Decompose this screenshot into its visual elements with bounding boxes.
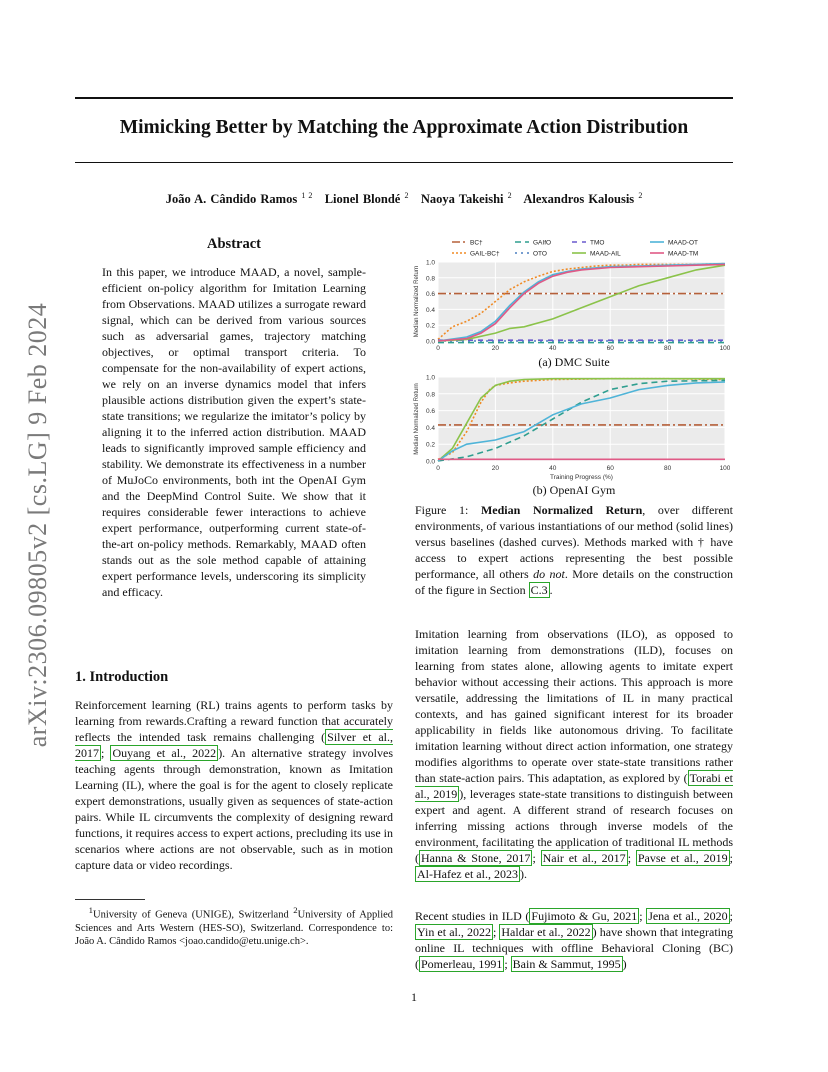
y-tick-label: 1.0 <box>425 259 435 267</box>
openai-gym-chart <box>410 370 730 482</box>
introduction-heading: 1. Introduction <box>75 669 169 685</box>
citation-link[interactable]: Jena et al., 2020 <box>648 909 728 923</box>
x-tick-label: 40 <box>549 345 557 352</box>
x-tick-label: 60 <box>606 345 614 352</box>
citation-link[interactable]: Torabi et al., 2019 <box>415 771 733 801</box>
subfigure-caption-b: (b) OpenAI Gym <box>532 483 616 497</box>
author-list: João A. Cândido Ramos $^{1 2}$ Lionel Blondé $^2$ Naoya Takeishi $^2$ Alexandros Kalousis $^2$ <box>165 191 643 207</box>
citation-link[interactable]: Ouyang et al., 2022 <box>112 746 217 760</box>
page-number: 1 <box>411 990 417 1004</box>
x-tick-label: 100 <box>719 465 730 472</box>
figure-caption: Figure 1: Median Normalized Return, over different environments, of various instantiations of our method (solid lines) versus baselines (dashed curves). Methods marked with † have access to expert actions representing the best possible performance, all others do not. More details on the construction of the figure in Section C.3 . <box>415 503 734 597</box>
right-column-paragraph-1: Imitation learning from observations (ILO), as opposed to imitation learning from demonstrations (ILD), focuses on learning from states alone, allowing agents to imitate expert behavior without accessing their actions. This approach is more versatile, addressing the limitations of IL in many practical contexts, and has gained significant interest for its broader applicability in fields like autonomous driving. To facilitate imitation learning without direct action information, one strategy modifies algorithms to operate over state-state transitions rather than state-action pairs. This adaptation, as explored by ( Torabi et al., 2019 ), leverages state-state transitions to distinguish between expert and agent. A different strand of research focuses on inferring missing actions through inverse models of the environment, facilitating the application of traditional IL methods ( Hanna & Stone, 2017 ; Nair et al., 2017 ; Pavse et al., 2019 ; Al-Hafez et al., 2023 ). <box>415 627 733 881</box>
plot-background <box>438 377 725 461</box>
title-bottom-rule <box>75 162 733 163</box>
author-name: Lionel Blondé <box>324 192 401 207</box>
citation-link[interactable]: Pomerleau, 1991 <box>421 957 503 971</box>
dmc-suite-chart <box>410 232 730 354</box>
x-tick-label: 20 <box>491 345 500 352</box>
author-name: Naoya Takeishi <box>420 192 504 207</box>
y-tick-label: 0.4 <box>425 306 435 314</box>
citation-link[interactable]: Fujimoto & Gu, 2021 <box>531 909 638 923</box>
y-tick-label: 0.8 <box>425 275 435 283</box>
right-column-paragraph-2: Recent studies in ILD ( Fujimoto & Gu, 2021 ; Jena et al., 2020 ; Yin et al., 2022 ; Haldar et al., 2022 ) have shown that integrating online IL techniques with offline Behavioral Cloning (BC) ( Pomerleau, 1991 ; Bain & Sammut, 1995 ) <box>415 909 733 971</box>
y-tick-label: 0.6 <box>425 291 435 299</box>
legend-label: GAIfO <box>533 239 552 247</box>
legend-label: TMO <box>590 239 605 247</box>
legend-label: OTO <box>533 250 547 258</box>
x-tick-label: 40 <box>549 465 557 472</box>
citation-link[interactable]: Silver et al., 2017 <box>75 730 393 760</box>
abstract-body: In this paper, we introduce MAAD, a novel, sample-efficient on-policy algorithm for Imitation Learning from Observations. MAAD utilizes a surrogate reward signal, which can be derived from various sources such as adversarial games, trajectory matching objectives, or optimal transport criteria. To compensate for the non-availability of expert actions, we rely on an inverse dynamics model that infers plausible actions distribution given the expert’s state-state transitions; we regularize the imitator’s policy by aligning it to the inferred action distribution. MAAD leads to significantly improved sample efficiency and stability. We demonstrate its effectiveness in a number of MuJoCo environments, both int the OpenAI Gym and the DeepMind Control Suite. We show that it requires considerable fewer interactions to achieve expert performance, outperforming current state-of-the-art on-policy methods. Remarkably, MAAD often stands out as the sole method capable of attaining expert performance levels, underscoring its simplicity and efficacy. <box>102 265 366 599</box>
y-tick-label: 0.2 <box>425 441 435 449</box>
x-tick-label: 100 <box>719 345 730 352</box>
author-name: João A. Cândido Ramos <box>165 192 298 207</box>
subfigure-caption-a: (a) DMC Suite <box>538 355 610 369</box>
introduction-paragraph: Reinforcement learning (RL) trains agents to perform tasks by learning from rewards.Crafting a reward function that accurately reflects the intended task remains challenging ( Silver et al., 2017 ; Ouyang et al., 2022 ). An alternative strategy involves teaching agents through demonstration, known as Imitation Learning (IL), where the goal is for the agent to closely replicate expert demonstrations, usually given as sequences of state-action pairs. While IL circumvents the complexity of designing reward functions, it requires access to expert actions, precluding its use in scenarios where actions are not observable, such as in motion capture data or video recordings. <box>75 698 393 872</box>
top-rule <box>75 97 733 99</box>
y-tick-label: 0.2 <box>425 322 435 330</box>
legend-label: GAIL-BC† <box>470 250 500 258</box>
x-tick-label: 20 <box>491 465 500 472</box>
citation-link[interactable]: Bain & Sammut, 1995 <box>512 957 621 971</box>
x-tick-label: 80 <box>663 465 672 472</box>
citation-link[interactable]: Nair et al., 2017 <box>542 851 626 865</box>
arxiv-stamp: arXiv:2306.09805v2 [cs.LG] 9 Feb 2024 <box>23 302 52 748</box>
legend-label: BC† <box>470 239 483 247</box>
x-axis-label: Training Progress (%) <box>550 474 613 481</box>
abstract-heading: Abstract <box>207 236 261 252</box>
section-link[interactable]: C.3 <box>530 583 548 597</box>
citation-link[interactable]: Hanna & Stone, 2017 <box>421 851 531 865</box>
y-tick-label: 0.0 <box>425 338 435 346</box>
affiliation-footnote: $^1$University of Geneva (UNIGE), Switzerland $^2$University of Applied Sciences and Arts Western (HES-SO), Switzerland. Correspondence to: João A. Cândido Ramos <joao.candido@etu.unige.ch>. <box>75 905 394 947</box>
y-axis-label: Median Normalized Return <box>414 265 420 338</box>
citation-link[interactable]: Haldar et al., 2022 <box>501 925 591 939</box>
citation-link[interactable]: Pavse et al., 2019 <box>637 851 728 865</box>
x-tick-label: 60 <box>606 465 614 472</box>
citation-link[interactable]: Yin et al., 2022 <box>417 925 491 939</box>
y-tick-label: 1.0 <box>425 374 435 382</box>
x-tick-label: 0 <box>436 465 440 472</box>
paper-title: Mimicking Better by Matching the Approximate Action Distribution <box>119 117 689 138</box>
y-tick-label: 0.4 <box>425 424 435 432</box>
y-tick-label: 0.8 <box>425 391 435 399</box>
legend-label: MAAD-AIL <box>590 250 621 258</box>
y-axis-label: Median Normalized Return <box>414 383 420 455</box>
y-tick-label: 0.0 <box>425 458 435 466</box>
author-name: Alexandros Kalousis <box>523 192 635 207</box>
legend-label: MAAD-TM <box>668 250 699 258</box>
x-tick-label: 0 <box>436 345 440 352</box>
citation-link[interactable]: Al-Hafez et al., 2023 <box>417 867 518 881</box>
x-tick-label: 80 <box>663 345 672 352</box>
legend-label: MAAD-OT <box>668 239 698 247</box>
footnote-rule <box>75 899 145 900</box>
y-tick-label: 0.6 <box>425 408 435 416</box>
